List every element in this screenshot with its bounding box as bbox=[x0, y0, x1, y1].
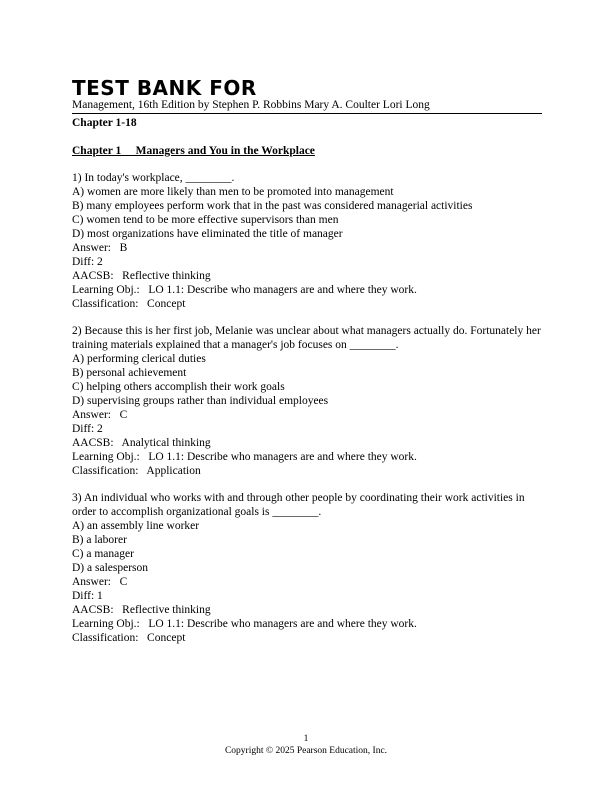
answer-option: A) an assembly line worker bbox=[72, 520, 200, 532]
question-block-2 bbox=[72, 324, 542, 478]
answer-option: C) women tend to be more effective supervisors than men bbox=[72, 214, 339, 226]
answer-option: C) helping others accomplish their work goals bbox=[72, 381, 285, 393]
answer-option: A) women are more likely than men to be promoted into management bbox=[72, 186, 394, 198]
aacsb-line: AACSB: Reflective thinking bbox=[72, 604, 211, 616]
chapter-heading: Chapter 1 Managers and You in the Workplace bbox=[72, 145, 315, 157]
difficulty-line: Diff: 2 bbox=[72, 256, 103, 268]
difficulty-line: Diff: 2 bbox=[72, 423, 103, 435]
page-number: 1 bbox=[303, 734, 309, 744]
question-stem: 2) Because this is her first job, Melanie was unclear about what managers actually do. Fortunately her training materials explained that a manager's job focuses on ________. bbox=[72, 325, 541, 351]
classification-line: Classification: Application bbox=[72, 465, 201, 477]
answer-option: D) supervising groups rather than individual employees bbox=[72, 395, 329, 407]
answer-option: D) most organizations have eliminated the title of manager bbox=[72, 228, 343, 240]
page-footer bbox=[0, 733, 612, 757]
copyright-notice: Copyright © 2025 Pearson Education, Inc. bbox=[224, 746, 388, 756]
answer-line: Answer: C bbox=[72, 576, 128, 588]
question-stem: 1) In today's workplace, ________. bbox=[72, 172, 235, 184]
test-bank-title: TEST BANK FOR bbox=[72, 76, 257, 100]
classification-line: Classification: Concept bbox=[72, 632, 186, 644]
document-page bbox=[72, 78, 542, 645]
difficulty-line: Diff: 1 bbox=[72, 590, 103, 602]
answer-option: B) personal achievement bbox=[72, 367, 187, 379]
answer-option: D) a salesperson bbox=[72, 562, 149, 574]
aacsb-line: AACSB: Reflective thinking bbox=[72, 270, 211, 282]
answer-option: C) a manager bbox=[72, 548, 134, 560]
classification-line: Classification: Concept bbox=[72, 298, 186, 310]
answer-option: B) a laborer bbox=[72, 534, 127, 546]
answer-line: Answer: B bbox=[72, 242, 128, 254]
question-stem: 3) An individual who works with and through other people by coordinating their work activities in order to accomplish organizational goals is ________. bbox=[72, 492, 525, 518]
learning-objective-line: Learning Obj.: LO 1.1: Describe who managers are and where they work. bbox=[72, 284, 417, 296]
question-block-1 bbox=[72, 171, 542, 311]
answer-option: A) performing clerical duties bbox=[72, 353, 206, 365]
answer-line: Answer: C bbox=[72, 409, 128, 421]
learning-objective-line: Learning Obj.: LO 1.1: Describe who managers are and where they work. bbox=[72, 618, 417, 630]
question-block-3 bbox=[72, 491, 542, 645]
aacsb-line: AACSB: Analytical thinking bbox=[72, 437, 211, 449]
learning-objective-line: Learning Obj.: LO 1.1: Describe who managers are and where they work. bbox=[72, 451, 417, 463]
book-subtitle: Management, 16th Edition by Stephen P. Robbins Mary A. Coulter Lori Long bbox=[72, 98, 542, 114]
chapter-range: Chapter 1-18 bbox=[72, 117, 137, 129]
answer-option: B) many employees perform work that in the past was considered managerial activities bbox=[72, 200, 473, 212]
